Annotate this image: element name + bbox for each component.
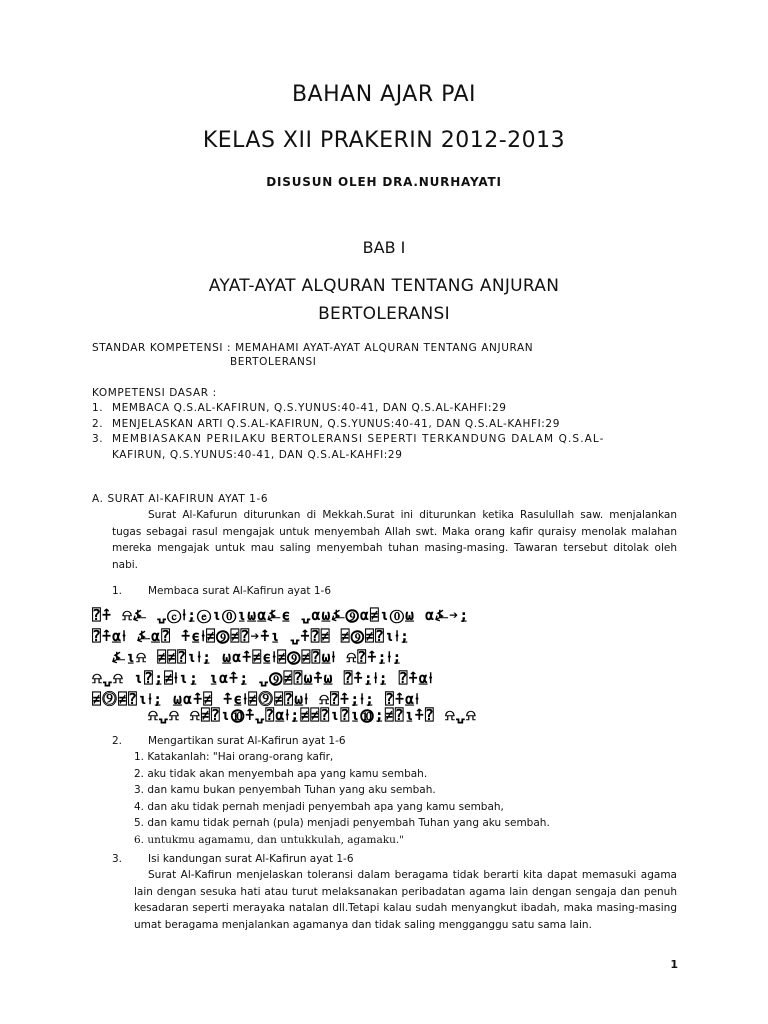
chapter-heading-2: BERTOLERANSI xyxy=(318,304,450,324)
kd-item-3-text: MEMBIASAKAN PERILAKU BERTOLERANSI SEPERTI TERKANDUNG DALAM Q.S.AL- xyxy=(112,433,605,445)
page-number: 1 xyxy=(670,958,678,971)
arabic-verse-line-6: ⍾⍽⍾ ⍾⍯⍰⍳⓾⍏⍽⍰⍶⍿⍮⍯⍯⍰⍳⍰⍸⓾⍮⍯⍰⍸⍏⍰ ⍾⍽⍾ xyxy=(148,706,477,724)
meaning-4: 4. dan aku tidak pernah menjadi penyembah apa yang kamu sembah, xyxy=(134,800,504,813)
kd-item-2-text: MENJELASKAN ARTI Q.S.AL-KAFIRUN, Q.S.YUNUS:40-41, DAN Q.S.AL-KAHFI:29 xyxy=(112,418,560,430)
meaning-6: 6. untukmu agamamu, dan untukkulah, agamaku." xyxy=(134,833,405,846)
sub2-label: Mengartikan surat Al-Kafirun ayat 1-6 xyxy=(148,735,346,747)
arabic-verse-line-3: ⍼⍸⍾ ⍯⍯⍰⍳⍿⍮ ⍹⍺⍏⍯⍷⍿⍯⓽⍯⍰⍹⍿ ⍾⍰⍏⍮⍿⍮ xyxy=(112,648,403,666)
kd-item-1-num: 1. xyxy=(92,402,104,414)
meaning-5: 5. dan kamu tidak pernah (pula) menjadi penyembah Tuhan yang aku sembah. xyxy=(134,817,550,829)
sub2-num: 2. xyxy=(112,735,123,747)
isi-kandungan-paragraph: Surat Al-Kafirun menjelaskan toleransi dalam beragama tidak berarti kita dapat memasuki agama lain dengan sesuka hati atau turut melaksanakan peribadatan agama lain dengan sengaja dan penuh kesadaran seperti merayaka natalan dll.Tetapi kalau sudah menyangkut ibadah, maka masing-masing umat beragama menjalankan agamanya dan tidak saling mengganggu satu sama lain. xyxy=(134,869,677,931)
meaning-2: 2. aku tidak akan menyembah apa yang kamu sembah. xyxy=(134,767,428,780)
meaning-3: 3. dan kamu bukan penyembah Tuhan yang aku sembah. xyxy=(134,784,436,796)
sub3-label: Isi kandungan surat Al-Kafirun ayat 1-6 xyxy=(148,853,354,865)
section-a-intro: Surat Al-Kafurun diturunkan di Mekkah.Surat ini diturunkan ketika Rasulullah saw. menjalankan tugas sebagai rasul mengajak untuk menyembah Allah swt. Maka orang kafir quraisy menolak malahan mereka mengajak untuk mau saling menyembah tuhan masing-masing. Tawaran tersebut ditolak oleh nabi. xyxy=(112,509,677,571)
arabic-verse-line-1: ⍰⍏ ⍾⍼ ⍽ⓒ⍿⍮ⓔ⍳⓪⍸⍹⍶⍼⍷ ⍽⍺⍹⍼⓽⍺⍯⍳⓪⍹ ⍺⍼➔⍮ xyxy=(92,606,470,624)
section-a-heading: A. SURAT Al-KAFIRUN AYAT 1-6 xyxy=(92,493,269,505)
meaning-1: 1. Katakanlah: "Hai orang-orang kafir, xyxy=(134,751,334,763)
arabic-verse-line-2: ⍰⍏⍶⍿ ⍼⍶⍰ ⍏⍷⍿⍯⓽⍯⍰➔⍏⍸ ⍽⍏⍰⍯ ⍯⓽⍯⍰⍳⍿⍮ xyxy=(92,627,410,645)
kd-item-2-num: 2. xyxy=(92,418,104,430)
standar-kompetensi-line-2: BERTOLERANSI xyxy=(230,356,317,368)
arabic-verse-line-5: ⍯⓽⍯⍰⍳⍿⍮ ⍹⍺⍏⍯ ⍏⍷⍿⍯⓽⍯⍰⍹⍿ ⍾⍰⍏⍮⍿⍮ ⍰⍏⍶⍿ xyxy=(92,690,420,708)
meanings-list xyxy=(134,749,674,848)
kd-item-3-cont: KAFIRUN, Q.S.YUNUS:40-41, DAN Q.S.AL-KAHFI:29 xyxy=(112,449,403,461)
title-line-2: KELAS XII PRAKERIN 2012-2013 xyxy=(202,128,566,153)
kd-item-1-text: MEMBACA Q.S.AL-KAFIRUN, Q.S.YUNUS:40-41, DAN Q.S.AL-KAHFI:29 xyxy=(112,402,507,414)
sub1-label: Membaca surat Al-Kafirun ayat 1-6 xyxy=(148,585,332,597)
chapter-heading-1: AYAT-AYAT ALQURAN TENTANG ANJURAN xyxy=(208,276,560,296)
sub3-num: 3. xyxy=(112,853,123,865)
arabic-verse-line-4: ⍾⍽⍾ ⍳⍰⍮⍯⍿⍳⍮ ⍸⍺⍏⍮ ⍽⓽⍯⍰⍹⍏⍹ ⍰⍏⍮⍿⍮ ⍰⍏⍶⍿ xyxy=(92,669,434,687)
chapter-label: BAB I xyxy=(362,238,406,257)
kd-item-3-num: 3. xyxy=(92,433,104,445)
sub1-num: 1. xyxy=(112,585,123,597)
standar-kompetensi-line-1: STANDAR KOMPETENSI : MEMAHAMI AYAT-AYAT ALQURAN TENTANG ANJURAN xyxy=(92,342,534,354)
kompetensi-dasar-label: KOMPETENSI DASAR : xyxy=(92,387,217,399)
title-line-1: BAHAN AJAR PAI xyxy=(291,82,477,107)
author-line: DISUSUN OLEH DRA.NURHAYATI xyxy=(266,175,502,189)
